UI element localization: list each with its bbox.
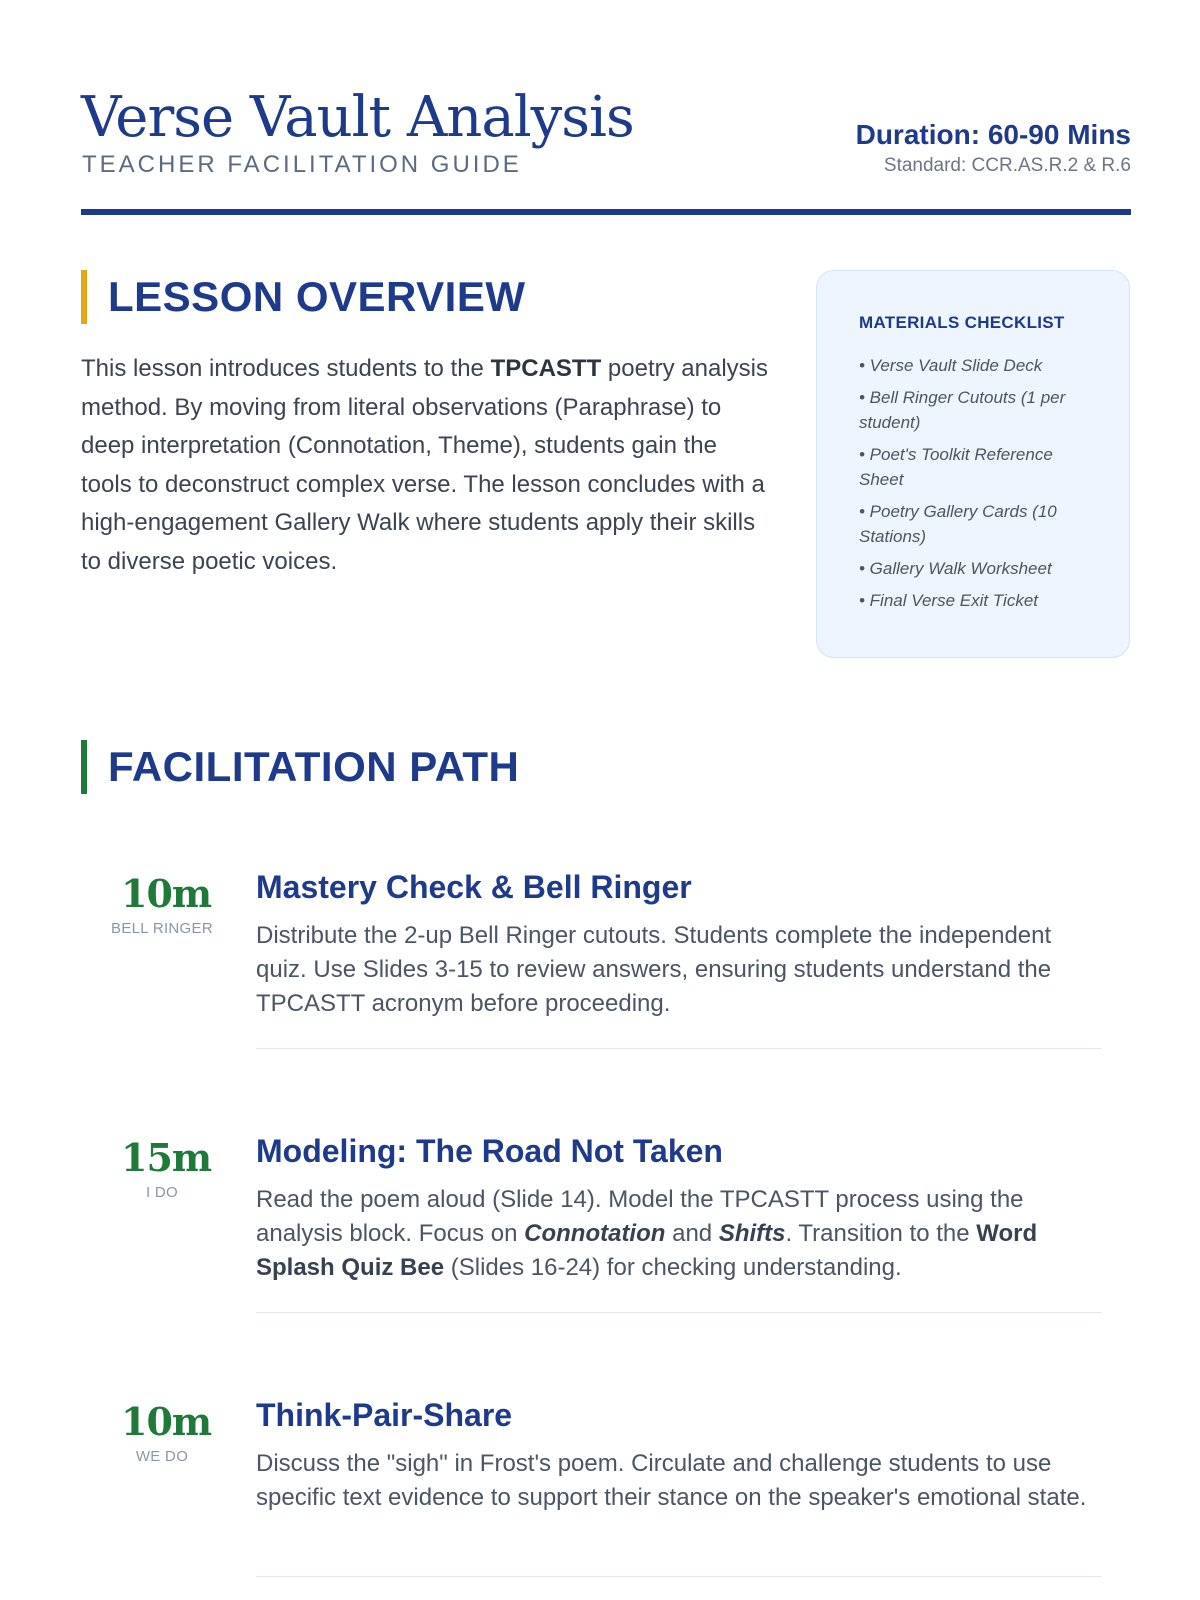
materials-item: • Poetry Gallery Cards (10 Stations)	[859, 502, 1057, 546]
facilitation-step-bell-ringer	[81, 866, 1101, 1066]
step-duration: 10m	[121, 1399, 212, 1444]
desc-emphasis: Connotation	[524, 1220, 666, 1247]
section-accent-bar	[81, 740, 87, 794]
step-phase: BELL RINGER	[111, 920, 213, 937]
duration-label: Duration: 60-90 Mins	[855, 119, 1131, 150]
desc-emphasis: Shifts	[718, 1220, 786, 1247]
overview-text-part: poetry analysis method. By moving from literal observations (Paraphrase) to deep interpretation (Connotation, Theme), students gain the tools to deconstruct complex verse. The lesson concludes with a high-engagement Gallery Walk where students apply their skills to diverse poetic voices.	[81, 355, 768, 575]
step-phase: WE DO	[135, 1448, 189, 1465]
materials-item: • Gallery Walk Worksheet	[859, 559, 1052, 578]
step-divider	[256, 1576, 1102, 1577]
materials-item: • Final Verse Exit Ticket	[859, 591, 1038, 610]
document-header	[81, 82, 1131, 214]
section-heading-facilitation-path	[81, 740, 519, 794]
materials-checklist-card	[816, 270, 1130, 658]
step-title: Mastery Check & Bell Ringer	[256, 869, 692, 905]
step-divider	[256, 1312, 1102, 1313]
document-title: Verse Vault Analysis	[81, 85, 634, 150]
desc-part: Read the poem aloud (Slide 14). Model the TPCASTT process using the analysis block. Focus on	[256, 1186, 1024, 1247]
materials-list	[859, 353, 1099, 613]
step-title: Modeling: The Road Not Taken	[256, 1133, 723, 1169]
section-heading-lesson-overview	[81, 270, 525, 324]
section-heading-text: LESSON OVERVIEW	[108, 273, 526, 320]
step-description: Discuss the "sigh" in Frost's poem. Circulate and challenge students to use specific text evidence to support their stance on the speaker's emotional state.	[256, 1450, 1087, 1511]
materials-item: • Bell Ringer Cutouts (1 per student)	[859, 388, 1066, 432]
materials-item: • Verse Vault Slide Deck	[859, 356, 1043, 375]
overview-paragraph	[81, 350, 771, 581]
standard-label: Standard: CCR.AS.R.2 & R.6	[883, 155, 1131, 176]
step-description: Distribute the 2-up Bell Ringer cutouts. Students complete the independent quiz. Use Slides 3-15 to review answers, ensuring students understand the TPCASTT acronym before proceeding.	[256, 922, 1052, 1017]
desc-part: (Slides 16-24) for checking understanding.	[444, 1254, 902, 1281]
step-phase: I DO	[145, 1184, 179, 1201]
section-accent-bar	[81, 270, 87, 324]
section-heading-text: FACILITATION PATH	[108, 743, 520, 790]
desc-part: and	[665, 1220, 719, 1247]
materials-item: • Poet's Toolkit Reference Sheet	[859, 445, 1053, 489]
step-divider	[256, 1048, 1102, 1049]
materials-checklist-heading: MATERIALS CHECKLIST	[859, 313, 1065, 332]
overview-text-part: This lesson introduces students to the	[81, 355, 491, 382]
step-title: Think-Pair-Share	[256, 1397, 513, 1433]
facilitation-step-modeling	[81, 1130, 1101, 1330]
overview-text-bold: TPCASTT	[490, 355, 602, 382]
step-description	[256, 1183, 1096, 1285]
desc-part: . Transition to the	[785, 1220, 977, 1247]
step-duration: 10m	[121, 871, 212, 916]
desc-bold: Word Splash Quiz Bee	[256, 1220, 1038, 1281]
step-duration: 15m	[121, 1135, 212, 1180]
facilitation-step-think-pair-share	[81, 1394, 1101, 1594]
header-divider	[81, 209, 1131, 215]
document-subtitle: TEACHER FACILITATION GUIDE	[82, 151, 522, 178]
